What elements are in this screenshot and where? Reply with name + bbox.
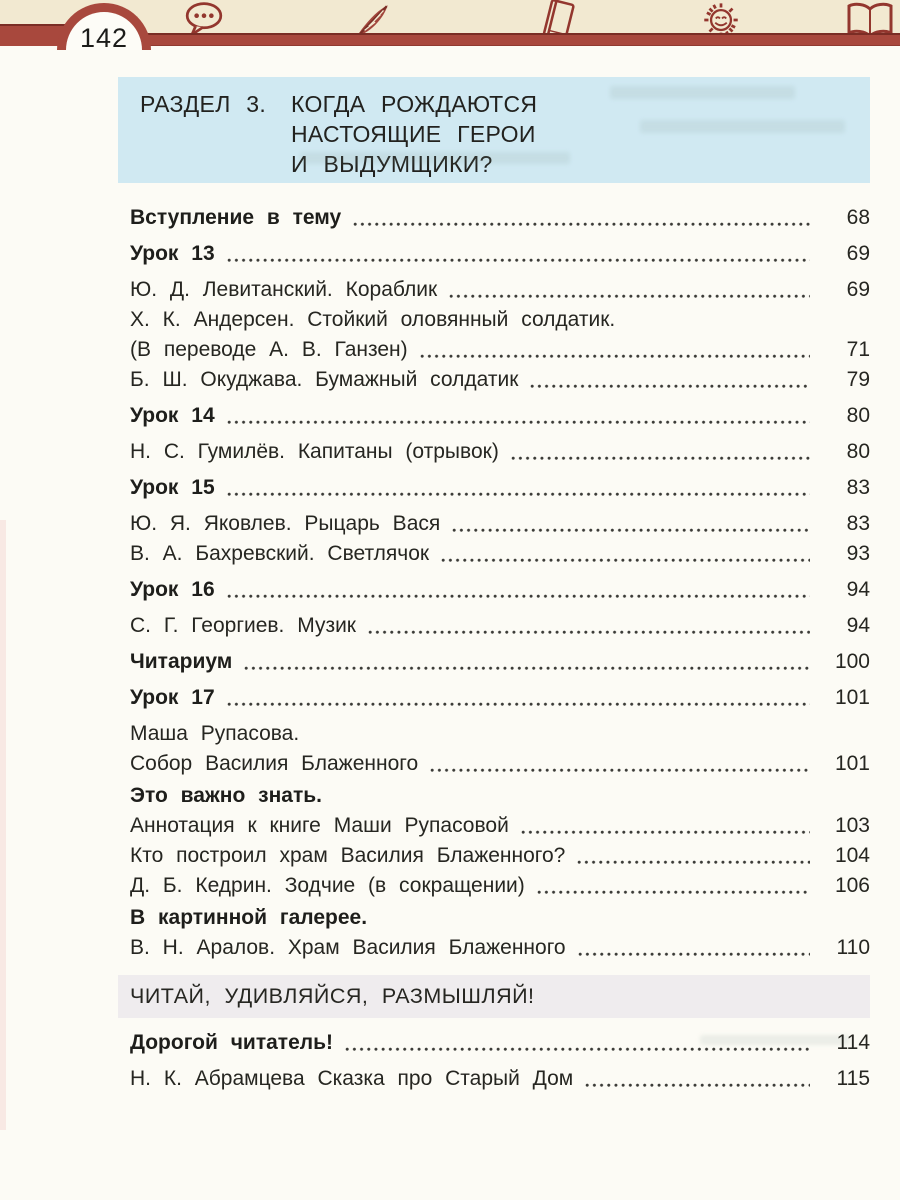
toc-page-number: 83 [846, 512, 870, 535]
toc-entry-label: Кто построил храм Василия Блаженного? [130, 844, 566, 867]
toc-page-number: 100 [834, 650, 870, 673]
toc-entry [130, 539, 870, 568]
toc-leader-dots [244, 666, 810, 671]
toc-page-number: 71 [846, 338, 870, 361]
section-title-text: И ВЫДУМЩИКИ? [291, 151, 493, 177]
toc-entry-label: В. Н. Аралов. Храм Василия Блаженного [130, 936, 566, 959]
toc-entry [130, 871, 870, 900]
toc-entry-label: ЧИТАЙ, УДИВЛЯЙСЯ, РАЗМЫШЛЯЙ! [130, 984, 535, 1008]
toc-page-number: 80 [846, 440, 870, 463]
header-rule-left-cap [0, 24, 66, 46]
toc-entry [130, 335, 870, 364]
toc-page-number: 114 [836, 1031, 870, 1054]
toc-entry [130, 841, 870, 870]
toc-entry [130, 239, 870, 268]
toc-entry-label: Урок 16 [130, 578, 215, 601]
toc-leader-dots [511, 456, 810, 461]
toc-page-number: 104 [834, 844, 870, 867]
toc-entry-label: Вступление в тему [130, 206, 342, 229]
toc-entry [130, 203, 870, 232]
toc-entry-label: Маша Рупасова. [130, 722, 300, 745]
bleed-through-smudge [610, 86, 795, 99]
toc-entry [130, 719, 870, 748]
toc-entry-label: (В переводе А. В. Ганзен) [130, 338, 408, 361]
toc-entry [130, 305, 870, 334]
toc-leader-dots [345, 1047, 810, 1052]
toc-page-number: 115 [836, 1067, 870, 1090]
toc-entry-label: В картинной галерее. [130, 906, 368, 929]
toc-page-number: 106 [834, 874, 870, 897]
bleed-through-smudge [640, 120, 845, 133]
toc-entry-label: Д. Б. Кедрин. Зодчие (в сокращении) [130, 874, 525, 897]
toc-page-number: 94 [846, 578, 870, 601]
scan-edge-streak [0, 520, 6, 1130]
toc-entry [130, 647, 870, 676]
toc-page-number: 69 [846, 278, 870, 301]
toc-page-number: 83 [846, 476, 870, 499]
toc-page-number: 69 [846, 242, 870, 265]
toc-leader-dots [578, 952, 810, 957]
toc-entry-label: Урок 15 [130, 476, 215, 499]
toc-entry [130, 749, 870, 778]
toc-entry [130, 611, 870, 640]
toc-leader-dots [577, 860, 810, 865]
toc-entry [130, 437, 870, 466]
toc-leader-dots [368, 630, 810, 635]
toc-entry-label: Ю. Я. Яковлев. Рыцарь Вася [130, 512, 441, 535]
toc-page-number: 79 [846, 368, 870, 391]
toc-entry-label: Н. К. Абрамцева Сказка про Старый Дом [130, 1067, 574, 1090]
table-of-contents [130, 196, 870, 1094]
toc-entry [130, 903, 870, 932]
toc-entry-label: Б. Ш. Окуджава. Бумажный солдатик [130, 368, 519, 391]
toc-page-number: 101 [834, 752, 870, 775]
toc-leader-dots [227, 492, 810, 497]
toc-entry-label: Н. С. Гумилёв. Капитаны (отрывок) [130, 440, 499, 463]
toc-entry-label: Урок 17 [130, 686, 215, 709]
toc-entry [130, 275, 870, 304]
toc-page-number: 68 [846, 206, 870, 229]
toc-leader-dots [227, 594, 810, 599]
toc-entry-label: Урок 13 [130, 242, 215, 265]
toc-entry-label: Урок 14 [130, 404, 215, 427]
toc-entry [130, 365, 870, 394]
toc-entry-label: С. Г. Георгиев. Музик [130, 614, 356, 637]
toc-entry [130, 401, 870, 430]
toc-entry-label: Ю. Д. Левитанский. Кораблик [130, 278, 438, 301]
page-number: 142 [79, 23, 129, 53]
toc-entry-label: Х. К. Андерсен. Стойкий оловянный солдатик. [130, 308, 616, 331]
bleed-through-smudge [300, 152, 570, 164]
toc-entry-label: Аннотация к книге Маши Рупасовой [130, 814, 509, 837]
toc-leader-dots [353, 222, 810, 227]
toc-entry-label: Собор Василия Блаженного [130, 752, 419, 775]
toc-leader-dots [227, 258, 810, 263]
toc-leader-dots [420, 354, 810, 359]
toc-leader-dots [227, 420, 810, 425]
toc-leader-dots [521, 830, 810, 835]
toc-leader-dots [530, 384, 810, 389]
toc-entry [130, 811, 870, 840]
toc-leader-dots [430, 768, 810, 773]
toc-entry-label: Это важно знать. [130, 784, 322, 807]
toc-page-number: 110 [836, 936, 870, 959]
toc-leader-dots [452, 528, 810, 533]
toc-leader-dots [227, 702, 810, 707]
toc-entry [130, 1028, 870, 1057]
toc-entry [130, 1064, 870, 1093]
toc-leader-dots [537, 890, 810, 895]
toc-page-number: 103 [834, 814, 870, 837]
toc-entry [130, 509, 870, 538]
toc-entry [130, 473, 870, 502]
toc-entry-label: В. А. Бахревский. Светлячок [130, 542, 430, 565]
toc-entry-label: Читариум [130, 650, 233, 673]
section-number: РАЗДЕЛ 3. [140, 91, 267, 117]
toc-entry [130, 933, 870, 962]
toc-page-number: 101 [834, 686, 870, 709]
toc-entry-label: Дорогой читатель! [130, 1031, 334, 1054]
toc-entry [130, 781, 870, 810]
section-title-text: КОГДА РОЖДАЮТСЯ [291, 91, 538, 117]
toc-leader-dots [441, 558, 810, 563]
toc-entry [130, 575, 870, 604]
toc-page-number: 80 [846, 404, 870, 427]
toc-entry [118, 975, 870, 1018]
toc-page-number: 93 [846, 542, 870, 565]
toc-entry [130, 683, 870, 712]
toc-page-number: 94 [846, 614, 870, 637]
toc-leader-dots [585, 1083, 810, 1088]
section-title-text: НАСТОЯЩИЕ ГЕРОИ [291, 121, 536, 147]
toc-leader-dots [449, 294, 810, 299]
